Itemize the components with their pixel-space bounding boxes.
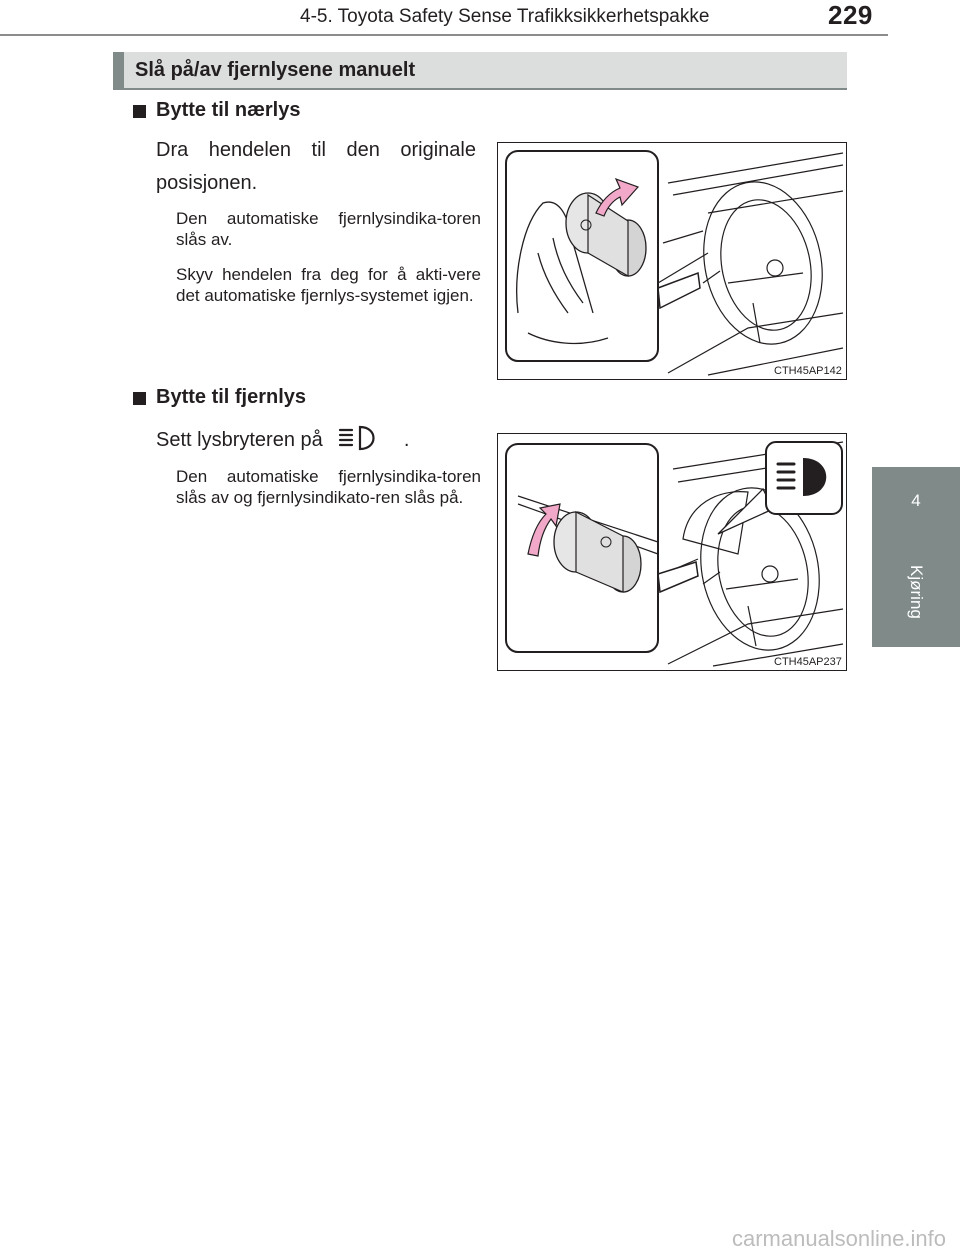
- high-beam-icon: [338, 424, 388, 452]
- instruction-high-beam-text: Sett lysbryteren på: [156, 429, 323, 451]
- note-high-beam-1: Den automatiske fjernlysindika-toren slås av og fjernlysindikato-ren slås på.: [176, 467, 481, 507]
- running-header-title: 4-5. Toyota Safety Sense Trafikksikkerhetspakke: [300, 6, 710, 27]
- chapter-tab-number: 4: [911, 491, 921, 510]
- square-bullet-icon: [133, 105, 146, 118]
- subsection-heading-high-beam: Bytte til fjernlys: [156, 386, 307, 408]
- note-low-beam-1: Den automatiske fjernlysindika-toren slås av.: [176, 209, 481, 249]
- chapter-tab-label: Kjøring: [907, 565, 926, 619]
- note-low-beam-2: Skyv hendelen fra deg for å akti-vere det automatiske fjernlys-systemet igjen.: [176, 265, 481, 305]
- instruction-high-beam: [156, 424, 409, 457]
- subsection-heading-low-beam: Bytte til nærlys: [156, 99, 301, 121]
- header-divider: [0, 34, 888, 36]
- section-title: Slå på/av fjernlysene manuelt: [135, 59, 416, 81]
- page-number: 229: [828, 0, 873, 30]
- figure-code-1: CTH45AP142: [774, 365, 842, 377]
- watermark: carmanualsonline.info: [731, 1226, 946, 1251]
- illustration-lever-push: [497, 433, 847, 671]
- square-bullet-icon: [133, 392, 146, 405]
- illustration-lever-pull: [497, 142, 847, 380]
- section-header-accent: [113, 52, 124, 90]
- instruction-high-beam-end: .: [403, 429, 410, 451]
- figure-code-2: CTH45AP237: [774, 656, 842, 668]
- instruction-low-beam: Dra hendelen til den originale posisjonen.: [156, 139, 476, 194]
